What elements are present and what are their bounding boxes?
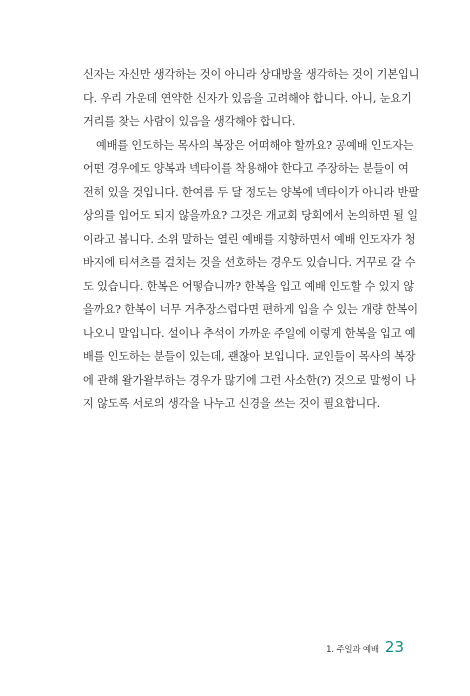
text-line: 에 관해 왈가왈부하는 경우가 많기에 그런 사소한(?) 것으로 말썽이 나 bbox=[83, 373, 416, 387]
text-line: 바지에 티셔츠를 걸치는 것을 선호하는 경우도 있습니다. 거꾸로 갈 수 bbox=[83, 256, 416, 269]
text-line: 을까요? 한복이 너무 거추장스럽다면 편하게 입을 수 있는 개량 한복이 bbox=[83, 303, 418, 316]
text-line: 예배를 인도하는 목사의 복장은 어떠해야 할까요? 공예배 인도자는 bbox=[96, 138, 414, 152]
paragraph-1 bbox=[83, 63, 420, 134]
text-line: 도 있습니다. 한복은 어떻습니까? 한복을 입고 예배 인도할 수 있지 않 bbox=[83, 279, 415, 293]
text-line: 상의를 입어도 되지 않을까요? 그것은 개교회 당회에서 논의하면 될 일 bbox=[83, 209, 418, 222]
text-line: 다. 우리 가운데 연약한 신자가 있음을 고려해야 합니다. 아니, 눈요기 bbox=[83, 91, 412, 105]
page-footer bbox=[326, 638, 404, 656]
text-line: 신자는 자신만 생각하는 것이 아니라 상대방을 생각하는 것이 기본입니 bbox=[83, 68, 420, 81]
body-text bbox=[83, 63, 420, 416]
text-line: 배를 인도하는 분들이 있는데, 괜찮아 보입니다. 교인들이 목사의 복장 bbox=[83, 350, 416, 363]
paragraph-2 bbox=[83, 134, 419, 416]
text-line: 거리를 찾는 사람이 있음을 생각해야 합니다. bbox=[83, 115, 296, 128]
text-line: 지 않도록 서로의 생각을 나누고 신경을 쓰는 것이 필요합니다. bbox=[83, 397, 381, 410]
text-line: 이라고 봅니다. 소위 말하는 열린 예배를 지향하면서 예배 인도자가 청 bbox=[83, 232, 416, 246]
text-line: 나오니 말입니다. 설이나 추석이 가까운 주일에 이렇게 한복을 입고 예 bbox=[83, 326, 416, 340]
page-number: 23 bbox=[384, 638, 404, 656]
running-head: 1. 주일과 예배 bbox=[326, 645, 379, 655]
text-line: 전히 있을 것입니다. 한여름 두 달 정도는 양복에 넥타이가 아니라 반팔 bbox=[83, 185, 419, 199]
text-line: 어떤 경우에도 양복과 넥타이를 착용해야 한다고 주장하는 분들이 여 bbox=[83, 162, 409, 175]
